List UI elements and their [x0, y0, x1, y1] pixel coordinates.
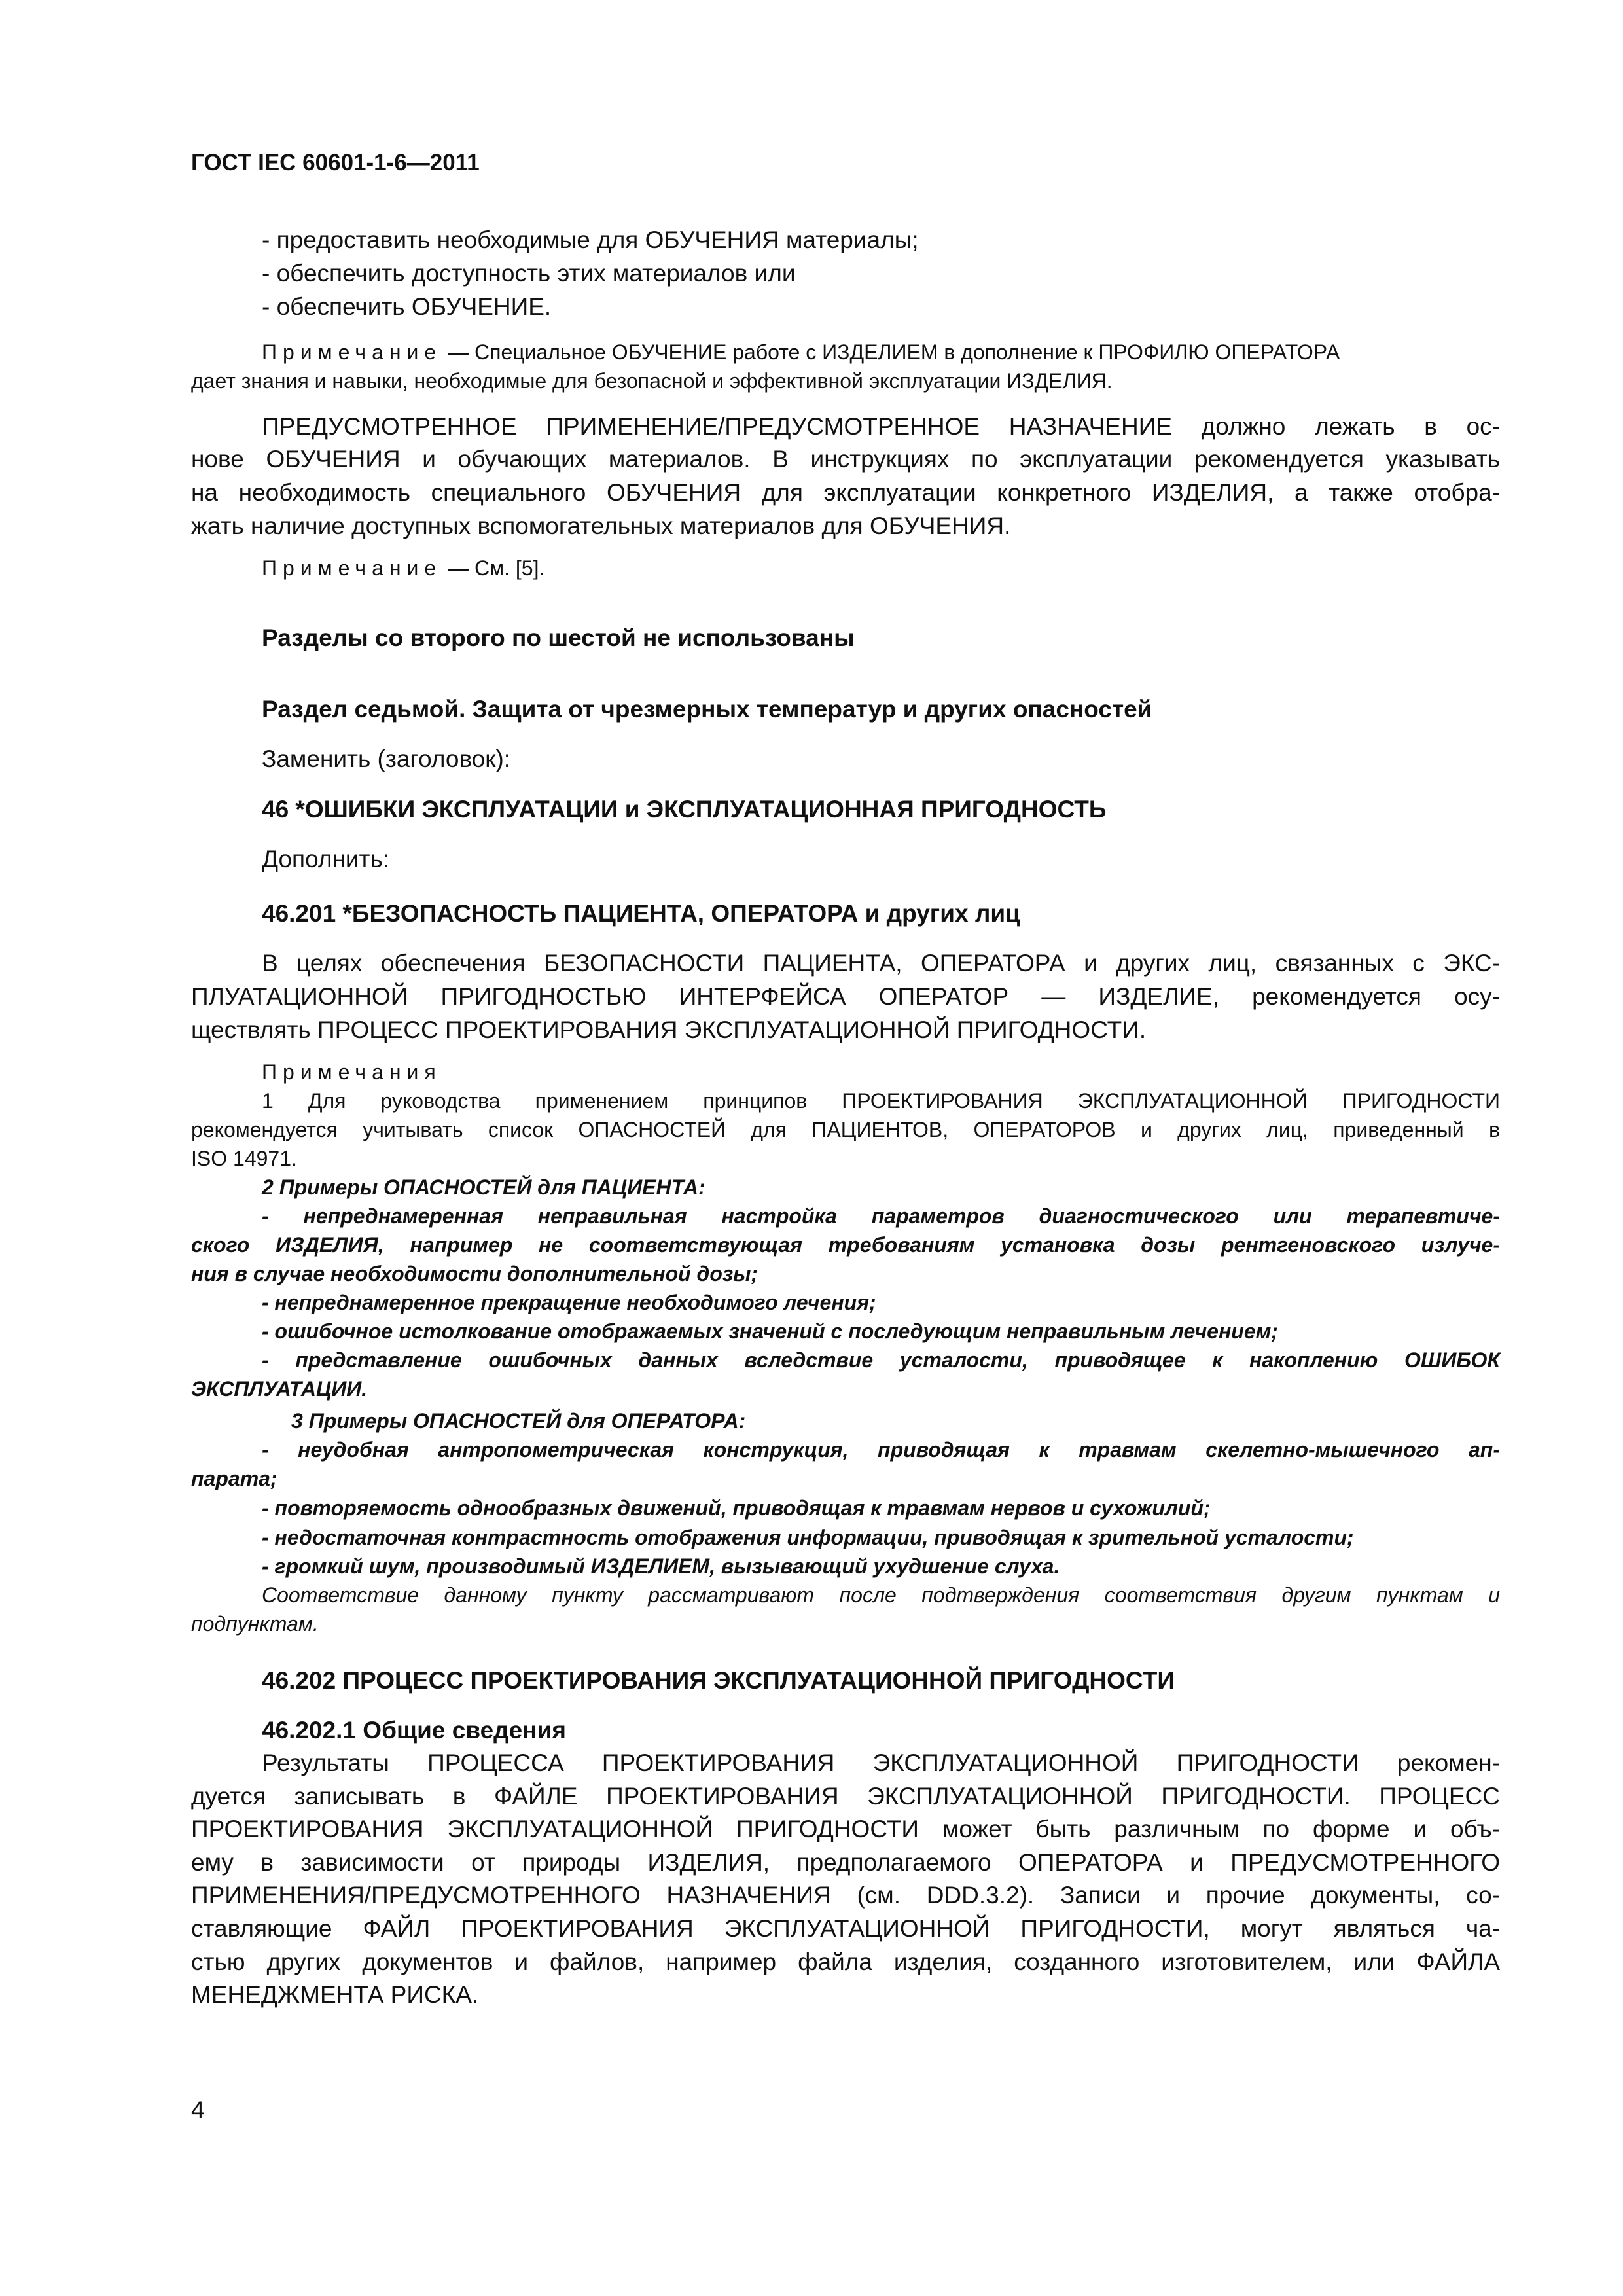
- note-line: ISO 14971.: [191, 1147, 297, 1170]
- note-line: ния в случае необходимости дополнительной дозы;: [191, 1262, 758, 1285]
- paragraph-line: дуется записывать в ФАЙЛЕ ПРОЕКТИРОВАНИЯ ЭКСПЛУАТАЦИОННОЙ ПРИГОДНОСТИ. ПРОЦЕСС: [191, 1783, 1500, 1810]
- paragraph-line: ПЛУАТАЦИОННОЙ ПРИГОДНОСТЬЮ ИНТЕРФЕЙСА ОПЕРАТОР — ИЗДЕЛИЕ, рекомендуется осу-: [191, 983, 1500, 1010]
- paragraph-line: В целях обеспечения БЕЗОПАСНОСТИ ПАЦИЕНТА, ОПЕРАТОРА и других лиц, связанных с ЭКС-: [262, 950, 1500, 977]
- paragraph-line: ставляющие ФАЙЛ ПРОЕКТИРОВАНИЯ ЭКСПЛУАТАЦИОННОЙ ПРИГОДНОСТИ, могут являться ча-: [191, 1915, 1500, 1942]
- note-line: - непреднамеренная неправильная настройка параметров диагностического или терапевтиче-: [262, 1204, 1500, 1228]
- note-2: [262, 556, 544, 581]
- paragraph-line: ПРЕДУСМОТРЕННОЕ ПРИМЕНЕНИЕ/ПРЕДУСМОТРЕННОЕ НАЗНАЧЕНИЕ должно лежать в ос-: [262, 413, 1500, 440]
- note-text: — Специальное ОБУЧЕНИЕ работе с ИЗДЕЛИЕМ в дополнение к ПРОФИЛЮ ОПЕРАТОРА: [442, 340, 1340, 364]
- paragraph-line: ему в зависимости от природы ИЗДЕЛИЯ, предполагаемого ОПЕРАТОРА и ПРЕДУСМОТРЕННОГО: [191, 1849, 1500, 1876]
- note-line: - непреднамеренное прекращение необходимого лечения;: [262, 1291, 876, 1314]
- paragraph-line: ПРИМЕНЕНИЯ/ПРЕДУСМОТРЕННОГО НАЗНАЧЕНИЯ (см. DDD.3.2). Записи и прочие документы, со-: [191, 1882, 1500, 1909]
- conformity-line: Соответствие данному пункту рассматривают после подтверждения соответствия другим пунктам и: [262, 1583, 1500, 1607]
- list-item: - обеспечить ОБУЧЕНИЕ.: [262, 293, 552, 320]
- list-item: - обеспечить доступность этих материалов или: [262, 260, 796, 287]
- note-line: ского ИЗДЕЛИЯ, например не соответствующая требованиям установка дозы рентгеновского излуче-: [191, 1233, 1500, 1257]
- section-heading-unused: Разделы со второго по шестой не использованы: [262, 624, 855, 651]
- note-line: - ошибочное истолкование отображаемых значений с последующим неправильным лечением;: [262, 1319, 1278, 1343]
- clause-46-heading: 46 *ОШИБКИ ЭКСПЛУАТАЦИИ и ЭКСПЛУАТАЦИОННАЯ ПРИГОДНОСТЬ: [262, 796, 1107, 823]
- note-label: Примечание: [262, 556, 442, 580]
- paragraph-line: Результаты ПРОЦЕССА ПРОЕКТИРОВАНИЯ ЭКСПЛУАТАЦИОННОЙ ПРИГОДНОСТИ рекомен-: [262, 1749, 1500, 1776]
- instruction-replace: Заменить (заголовок):: [262, 745, 511, 772]
- note-line: - недостаточная контрастность отображения информации, приводящая к зрительной усталости;: [262, 1526, 1354, 1549]
- note-line: - представление ошибочных данных вследствие усталости, приводящее к накоплению ОШИБОК: [262, 1348, 1500, 1372]
- paragraph-line: ПРОЕКТИРОВАНИЯ ЭКСПЛУАТАЦИОННОЙ ПРИГОДНОСТИ может быть различным по форме и объ-: [191, 1816, 1500, 1842]
- note-line: ЭКСПЛУАТАЦИИ.: [191, 1377, 368, 1401]
- note-line: 1 Для руководства применением принципов ПРОЕКТИРОВАНИЯ ЭКСПЛУАТАЦИОННОЙ ПРИГОДНОСТИ: [262, 1089, 1500, 1113]
- note-3-title: 3 Примеры ОПАСНОСТЕЙ для ОПЕРАТОРА:: [291, 1409, 746, 1433]
- paragraph-line: стью других документов и файлов, например файла изделия, созданного изготовителем, или ФАЙЛА: [191, 1948, 1500, 1975]
- paragraph-line: МЕНЕДЖМЕНТА РИСКА.: [191, 1981, 479, 2008]
- note-line: - повторяемость однообразных движений, приводящая к травмам нервов и сухожилий;: [262, 1496, 1211, 1520]
- paragraph-line: ществлять ПРОЦЕСС ПРОЕКТИРОВАНИЯ ЭКСПЛУАТАЦИОННОЙ ПРИГОДНОСТИ.: [191, 1016, 1147, 1043]
- note-1: [262, 340, 1340, 365]
- note-line: рекомендуется учитывать список ОПАСНОСТЕЙ для ПАЦИЕНТОВ, ОПЕРАТОРОВ и других лиц, приведенный в: [191, 1118, 1500, 1141]
- section-heading-seventh: Раздел седьмой. Защита от чрезмерных температур и других опасностей: [262, 696, 1152, 723]
- clause-46-202-1-heading: 46.202.1 Общие сведения: [262, 1717, 566, 1744]
- note-line: парата;: [191, 1467, 277, 1490]
- clause-46-201-heading: 46.201 *БЕЗОПАСНОСТЬ ПАЦИЕНТА, ОПЕРАТОРА и других лиц: [262, 900, 1020, 927]
- list-item: - предоставить необходимые для ОБУЧЕНИЯ материалы;: [262, 226, 919, 253]
- note-text: — См. [5].: [442, 556, 545, 580]
- paragraph-line: на необходимость специального ОБУЧЕНИЯ для эксплуатации конкретного ИЗДЕЛИЯ, а также отобра-: [191, 479, 1500, 506]
- paragraph-line: жать наличие доступных вспомогательных материалов для ОБУЧЕНИЯ.: [191, 512, 1011, 539]
- note-1-continuation: дает знания и навыки, необходимые для безопасной и эффективной эксплуатации ИЗДЕЛИЯ.: [191, 369, 1113, 393]
- note-line: - неудобная антропометрическая конструкция, приводящая к травмам скелетно-мышечного ап-: [262, 1438, 1500, 1462]
- paragraph-line: нове ОБУЧЕНИЯ и обучающих материалов. В инструкциях по эксплуатации рекомендуется указывать: [191, 446, 1500, 473]
- note-label: Примечание: [262, 340, 442, 364]
- instruction-add: Дополнить:: [262, 846, 390, 872]
- note-2-title: 2 Примеры ОПАСНОСТЕЙ для ПАЦИЕНТА:: [262, 1175, 705, 1199]
- standard-header: ГОСТ IEC 60601-1-6—2011: [191, 150, 480, 175]
- notes-label: Примечания: [262, 1060, 442, 1084]
- page-number: 4: [191, 2096, 205, 2123]
- conformity-line: подпунктам.: [191, 1612, 319, 1636]
- clause-46-202-heading: 46.202 ПРОЦЕСС ПРОЕКТИРОВАНИЯ ЭКСПЛУАТАЦИОННОЙ ПРИГОДНОСТИ: [262, 1667, 1175, 1694]
- note-line: - громкий шум, производимый ИЗДЕЛИЕМ, вызывающий ухудшение слуха.: [262, 1554, 1060, 1578]
